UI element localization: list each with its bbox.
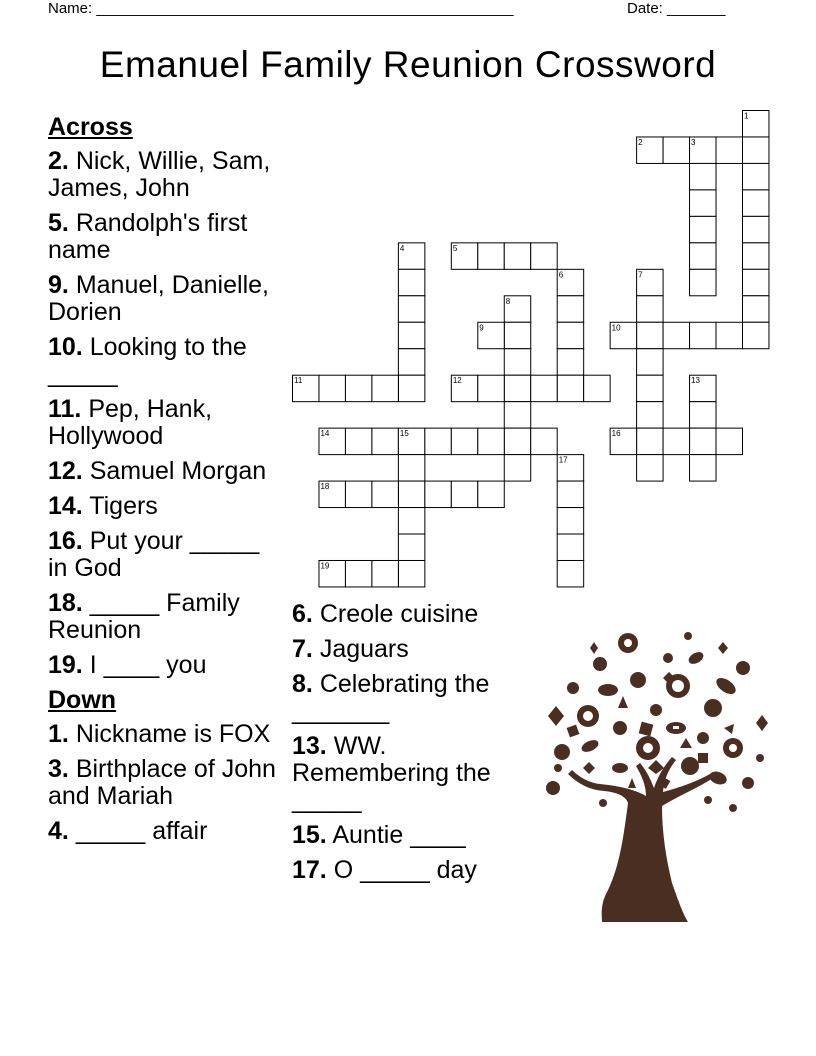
- grid-cell[interactable]: [690, 190, 716, 216]
- across-clue: 14. Tigers: [48, 492, 158, 520]
- grid-cell[interactable]: [398, 534, 424, 560]
- down-clue: 6. Creole cuisine: [292, 600, 479, 628]
- down-clue: 15. Auntie ____: [292, 821, 466, 849]
- grid-cell[interactable]: [345, 560, 371, 586]
- grid-cell[interactable]: [504, 428, 530, 454]
- grid-cell[interactable]: [716, 137, 742, 163]
- grid-cell[interactable]: [637, 296, 663, 322]
- grid-cell[interactable]: [690, 428, 716, 454]
- grid-cell[interactable]: [742, 243, 768, 269]
- grid-cell[interactable]: [637, 322, 663, 348]
- grid-cell[interactable]: [504, 375, 530, 401]
- cell-number: 9: [479, 323, 484, 333]
- down-clue: 8. Celebrating the _______: [292, 670, 490, 725]
- grid-cell[interactable]: [690, 243, 716, 269]
- grid-cell[interactable]: [557, 322, 583, 348]
- grid-cell[interactable]: [716, 322, 742, 348]
- grid-cell[interactable]: [398, 375, 424, 401]
- cell-number: 2: [638, 137, 643, 147]
- grid-cell[interactable]: [690, 402, 716, 428]
- across-clue: 18. _____ Family Reunion: [48, 589, 240, 644]
- down-clue: 7. Jaguars: [292, 635, 409, 663]
- grid-cell[interactable]: [690, 216, 716, 242]
- grid-cell[interactable]: [637, 375, 663, 401]
- cell-number: 1: [743, 111, 749, 121]
- grid-cell[interactable]: [637, 402, 663, 428]
- grid-cell[interactable]: [504, 455, 530, 481]
- date-line[interactable]: Date: _______: [627, 0, 726, 17]
- grid-cell[interactable]: [557, 508, 583, 534]
- cell-number: 17: [558, 455, 568, 465]
- grid-cell[interactable]: [557, 349, 583, 375]
- grid-cell[interactable]: [478, 375, 504, 401]
- grid-cell[interactable]: [478, 428, 504, 454]
- grid-cell[interactable]: [531, 428, 557, 454]
- grid-cell[interactable]: [690, 322, 716, 348]
- cell-number: 10: [611, 323, 621, 333]
- grid-cell[interactable]: [557, 534, 583, 560]
- grid-cell[interactable]: [742, 216, 768, 242]
- grid-cell[interactable]: [478, 243, 504, 269]
- across-clue: 16. Put your _____ in God: [48, 527, 260, 582]
- down-clue: 1. Nickname is FOX: [48, 720, 271, 748]
- across-clue: 5. Randolph's first name: [48, 209, 248, 264]
- down-clue: 3. Birthplace of John and Mariah: [48, 755, 276, 810]
- grid-cell[interactable]: [398, 269, 424, 295]
- cell-number: 18: [320, 482, 330, 492]
- cell-number: 3: [691, 137, 696, 147]
- across-clue: 12. Samuel Morgan: [48, 457, 267, 485]
- grid-cell[interactable]: [372, 375, 398, 401]
- cell-number: 15: [399, 429, 409, 439]
- cell-number: 11: [294, 376, 303, 386]
- page-title: Emanuel Family Reunion Crossword: [99, 44, 717, 85]
- grid-cell[interactable]: [531, 243, 557, 269]
- down-clue: 13. WW. Remembering the _____: [292, 732, 491, 814]
- grid-cell[interactable]: [398, 481, 424, 507]
- grid-cell[interactable]: [398, 508, 424, 534]
- grid-cell[interactable]: [742, 190, 768, 216]
- cell-number: 8: [505, 296, 511, 306]
- cell-number: 16: [611, 429, 621, 439]
- grid-cell[interactable]: [637, 349, 663, 375]
- cell-number: 4: [399, 243, 405, 253]
- across-clue: 11. Pep, Hank, Hollywood: [48, 395, 213, 450]
- grid-cell[interactable]: [372, 560, 398, 586]
- grid-cell[interactable]: [557, 375, 583, 401]
- cell-number: 12: [452, 376, 462, 386]
- grid-cell[interactable]: [319, 375, 345, 401]
- grid-cell[interactable]: [504, 402, 530, 428]
- grid-cell[interactable]: [504, 322, 530, 348]
- grid-cell[interactable]: [742, 163, 768, 189]
- grid-cell[interactable]: [372, 481, 398, 507]
- grid-cell[interactable]: [504, 349, 530, 375]
- grid-cell[interactable]: [398, 322, 424, 348]
- cell-number: 13: [691, 376, 700, 386]
- grid-cell[interactable]: [372, 428, 398, 454]
- grid-cell[interactable]: [663, 137, 689, 163]
- grid-cell[interactable]: [690, 163, 716, 189]
- grid-cell[interactable]: [690, 269, 716, 295]
- grid-cell[interactable]: [345, 481, 371, 507]
- grid-cell[interactable]: [557, 481, 583, 507]
- name-line[interactable]: Name: __________________________________________________: [48, 0, 514, 17]
- across-clue: 2. Nick, Willie, Sam, James, John: [48, 147, 271, 202]
- cell-number: 6: [558, 270, 564, 280]
- down-clue: 4. _____ affair: [48, 817, 208, 845]
- across-heading: Across: [48, 113, 133, 141]
- grid-cell[interactable]: [637, 428, 663, 454]
- grid-cell[interactable]: [425, 428, 451, 454]
- grid-cell[interactable]: [398, 455, 424, 481]
- grid-cell[interactable]: [345, 428, 371, 454]
- grid-cell[interactable]: [742, 296, 768, 322]
- cell-number: 19: [320, 561, 330, 571]
- grid-cell[interactable]: [690, 455, 716, 481]
- grid-cell[interactable]: [398, 296, 424, 322]
- grid-cell[interactable]: [557, 560, 583, 586]
- cell-number: 7: [638, 270, 643, 280]
- down-heading: Down: [48, 686, 117, 714]
- grid-cell[interactable]: [557, 296, 583, 322]
- grid-cell[interactable]: [716, 428, 742, 454]
- grid-cell[interactable]: [451, 428, 477, 454]
- grid-cell[interactable]: [478, 481, 504, 507]
- cell-number: 14: [320, 429, 330, 439]
- grid-cell[interactable]: [584, 375, 610, 401]
- cell-number: 5: [452, 243, 458, 253]
- grid-cell[interactable]: [345, 375, 371, 401]
- grid-cell[interactable]: [425, 481, 451, 507]
- across-clue: 9. Manuel, Danielle, Dorien: [48, 271, 269, 326]
- grid-cell[interactable]: [742, 322, 768, 348]
- grid-cell[interactable]: [637, 455, 663, 481]
- across-clue: 10. Looking to the _____: [48, 333, 247, 388]
- across-clue: 19. I ____ you: [48, 651, 207, 679]
- grid-cell[interactable]: [742, 137, 768, 163]
- family-tree-icon: [528, 628, 773, 928]
- grid-cell[interactable]: [531, 375, 557, 401]
- grid-cell[interactable]: [398, 349, 424, 375]
- grid-cell[interactable]: [663, 428, 689, 454]
- grid-cell[interactable]: [451, 481, 477, 507]
- grid-cell[interactable]: [742, 269, 768, 295]
- grid-cell[interactable]: [398, 560, 424, 586]
- grid-cell[interactable]: [663, 322, 689, 348]
- grid-cell[interactable]: [504, 243, 530, 269]
- down-clue: 17. O _____ day: [292, 856, 477, 884]
